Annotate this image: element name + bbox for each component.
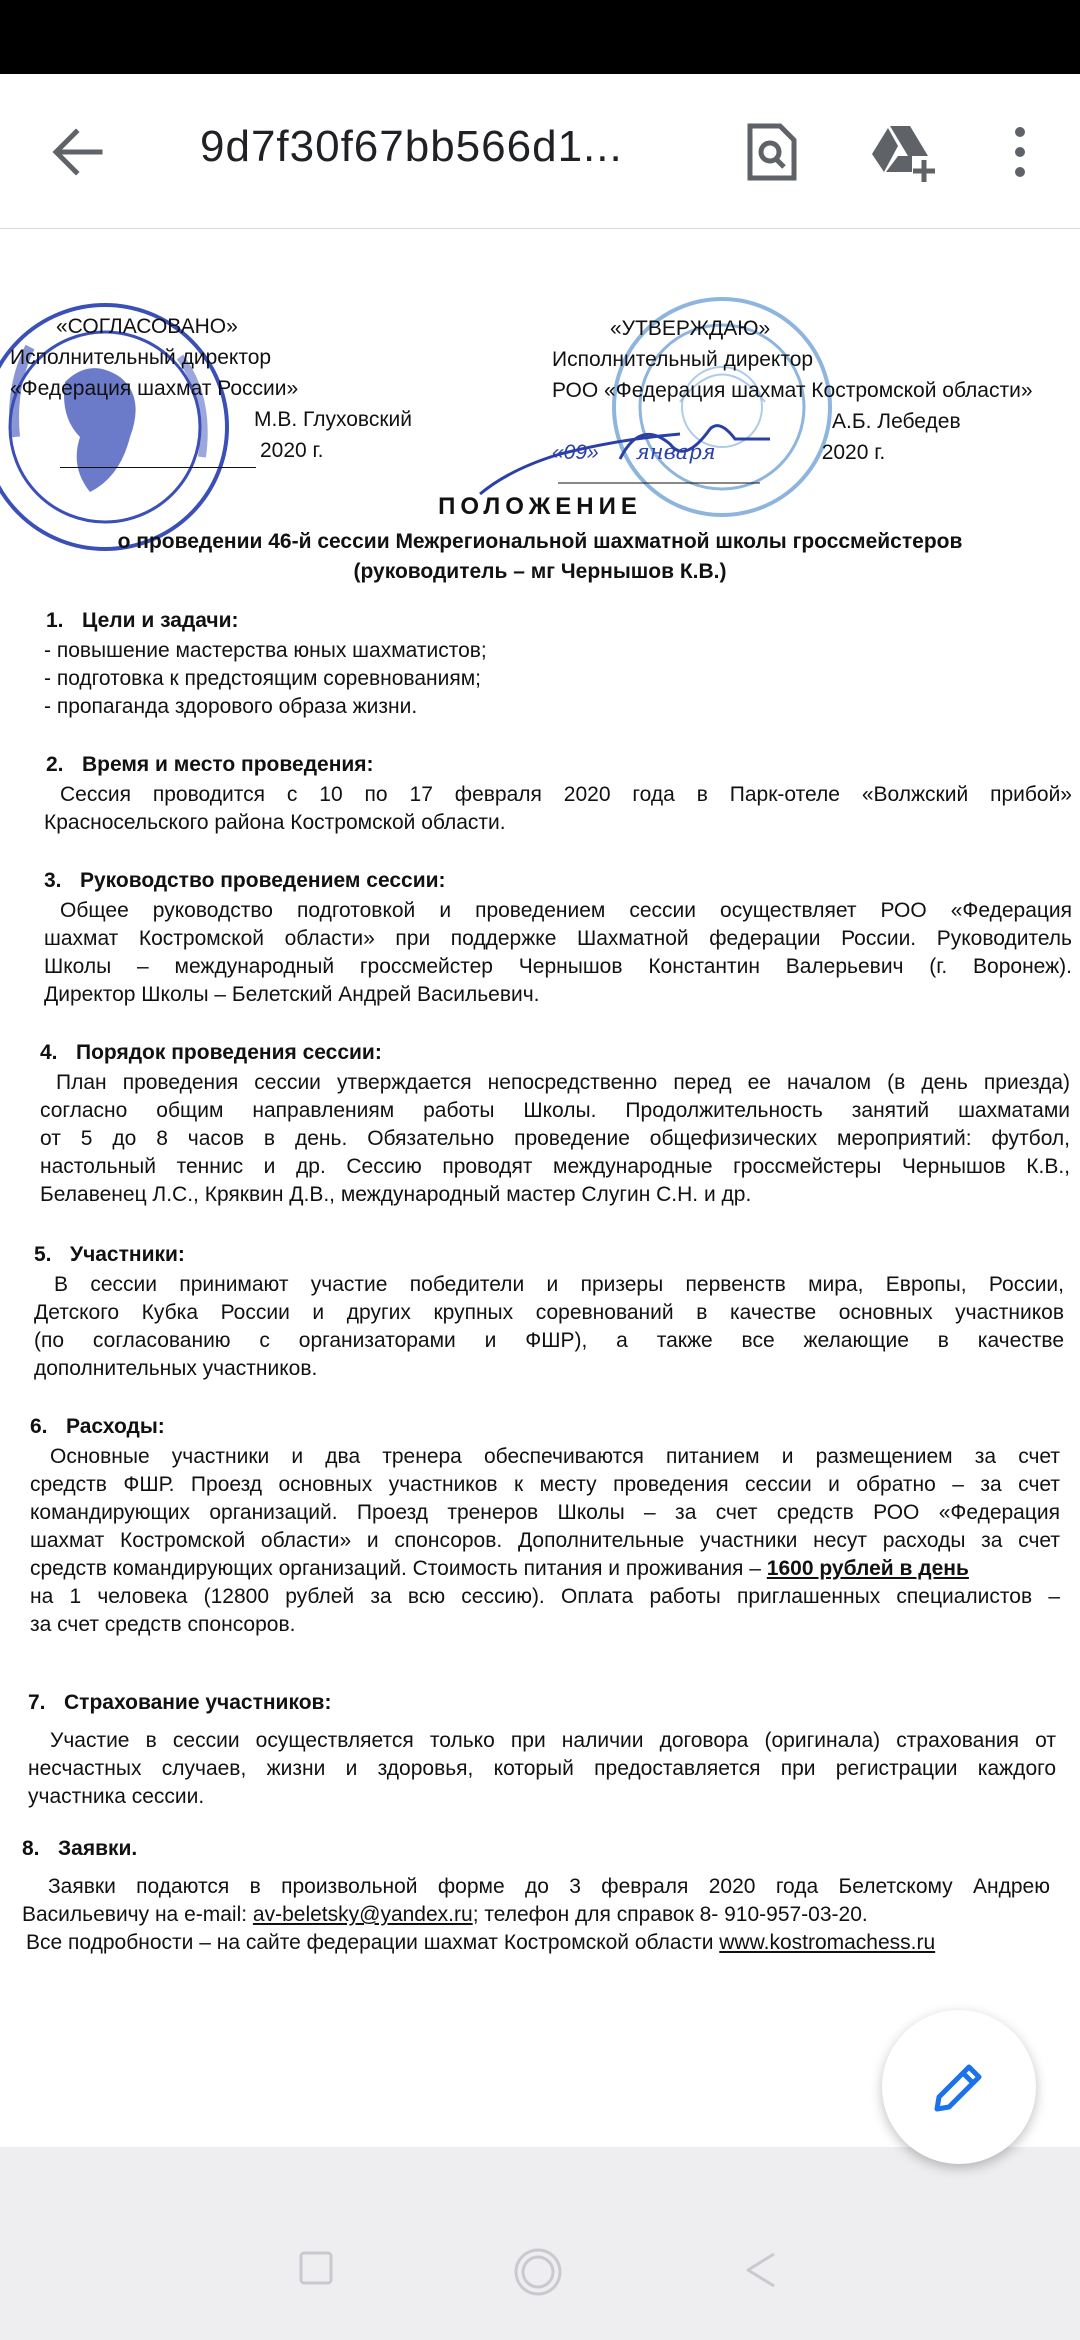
section-6-line-2: средств ФШР. Проезд основных участников к месту проведения сессии и обратно – за счет <box>30 1473 1060 1496</box>
find-in-document-button[interactable] <box>742 120 802 184</box>
section-8-line-2 <box>22 1903 868 1927</box>
section-6-line-5-text: средств командирующих организаций. Стоимость питания и проживания – <box>30 1557 761 1580</box>
email-link[interactable]: av-beletsky@yandex.ru <box>252 1903 473 1926</box>
section-2-title-text: Время и место проведения: <box>82 753 374 776</box>
document-subtitle-line-2: (руководитель – мг Чернышов К.В.) <box>353 560 727 583</box>
section-3-title <box>44 869 446 893</box>
section-2-title <box>46 753 374 777</box>
section-3-line-4: Директор Школы – Белетский Андрей Васильевич. <box>44 983 540 1006</box>
document-subtitle <box>0 527 1080 587</box>
approved-month: января <box>635 440 716 464</box>
add-to-drive-icon <box>868 120 938 184</box>
section-5-line-2: Детского Кубка России и других крупных соревнований в качестве основных участников <box>34 1301 1064 1324</box>
approved-organization: РОО «Федерация шахмат Костромской области» <box>552 379 1033 402</box>
section-5-title-text: Участники: <box>70 1243 185 1266</box>
more-vertical-icon <box>1000 120 1040 184</box>
section-8-phone: ; телефон для справок 8- 910-957-03-20. <box>472 1903 868 1926</box>
section-4-line-5: Белавенец Л.С., Кряквин Д.В., международный мастер Слугин С.Н. и др. <box>40 1183 752 1206</box>
section-5-line-1: В сессии принимают участие победители и призеры первенств мира, Европы, России, <box>54 1273 1064 1296</box>
approved-signatory: А.Б. Лебедев <box>832 410 961 433</box>
section-1-line-3: - пропаганда здорового образа жизни. <box>44 695 418 718</box>
recents-icon[interactable] <box>298 2250 334 2286</box>
agreed-organization: «Федерация шахмат России» <box>10 377 299 400</box>
agreed-signatory: М.В. Глуховский <box>254 408 412 431</box>
section-5-number: 5. <box>34 1243 52 1266</box>
agreed-position: Исполнительный директор <box>10 346 272 369</box>
section-4-title <box>40 1041 382 1065</box>
section-2-number: 2. <box>46 753 64 776</box>
section-7-number: 7. <box>28 1691 46 1714</box>
section-6-line-5 <box>30 1557 969 1581</box>
section-1-line-1: - повышение мастерства юных шахматистов; <box>44 639 487 662</box>
system-nav-bar <box>0 2200 1080 2340</box>
agreed-block <box>10 311 412 466</box>
back-button[interactable] <box>48 124 108 180</box>
section-8-title-text: Заявки. <box>58 1837 138 1860</box>
more-options-button[interactable] <box>1000 120 1040 184</box>
section-8-line-1: Заявки подаются в произвольной форме до 3 февраля 2020 года Белетскому Андрею <box>48 1875 1050 1898</box>
agreed-label: «СОГЛАСОВАНО» <box>56 315 238 338</box>
section-8-title <box>22 1837 137 1861</box>
section-3-line-2: шахмат Костромской области» при поддержке Шахматной федерации России. Руководитель <box>44 927 1072 950</box>
section-5-line-3: (по согласованию с организаторами и ФШР), а также все желающие в качестве <box>34 1329 1064 1352</box>
section-6-line-6: на 1 человека (12800 рублей за всю сессию). Оплата работы приглашенных специалистов – <box>30 1585 1060 1608</box>
section-3-line-1: Общее руководство подготовкой и проведением сессии осуществляет РОО «Федерация <box>60 899 1072 922</box>
app-bar <box>0 74 1080 229</box>
section-1-title-text: Цели и задачи: <box>82 609 239 632</box>
find-in-document-icon <box>742 120 802 184</box>
agreed-signature-line <box>60 467 256 468</box>
section-6-line-3: командирующих организаций. Проезд тренеров Школы – за счет средств РОО «Федерация <box>30 1501 1060 1524</box>
section-2-line-2: Красносельского района Костромской области. <box>44 811 506 834</box>
document-page <box>0 229 1080 2147</box>
section-6-number: 6. <box>30 1415 48 1438</box>
section-8-email-label: Васильевичу на e-mail: <box>22 1903 248 1926</box>
approved-day: «09» <box>552 441 599 464</box>
website-link[interactable]: www.kostromachess.ru <box>719 1931 936 1954</box>
section-4-line-2: согласно общим направлениям работы Школы. Продолжительность занятий шахматами <box>40 1099 1070 1122</box>
section-5-line-4: дополнительных участников. <box>34 1357 318 1380</box>
section-4-line-3: от 5 до 8 часов в день. Обязательно проведение общефизических мероприятий: футбол, <box>40 1127 1070 1150</box>
section-3-number: 3. <box>44 869 62 892</box>
document-subtitle-line-1: о проведении 46-й сессии Межрегиональной шахматной школы гроссмейстеров <box>117 530 963 553</box>
add-to-drive-button[interactable] <box>868 120 938 184</box>
section-7-title <box>28 1691 331 1715</box>
section-3-title-text: Руководство проведением сессии: <box>80 869 446 892</box>
section-6-title <box>30 1415 165 1439</box>
status-bar <box>0 0 1080 74</box>
section-4-line-1: План проведения сессии утверждается непосредственно перед ее началом (в день приезда) <box>56 1071 1070 1094</box>
pencil-icon <box>927 2055 991 2119</box>
document-title: 9d7f30f67bb566d1... <box>200 122 623 171</box>
section-4-number: 4. <box>40 1041 58 1064</box>
section-4-line-4: настольный теннис и др. Сессию проводят международные гроссмейстеры Чернышов К.В., <box>40 1155 1070 1178</box>
section-1-line-2: - подготовка к предстоящим соревнованиям; <box>44 667 482 690</box>
home-icon[interactable] <box>512 2246 564 2298</box>
section-8-number: 8. <box>22 1837 40 1860</box>
section-6-line-4: шахмат Костромской области» и спонсоров. Дополнительные участники несут расходы за счет <box>30 1529 1060 1552</box>
price-per-day: 1600 рублей в день <box>766 1557 969 1580</box>
agreed-date: 2020 г. <box>260 439 324 462</box>
section-1-title <box>46 609 239 633</box>
approved-position: Исполнительный директор <box>552 348 814 371</box>
section-5-title <box>34 1243 185 1267</box>
section-7-title-text: Страхование участников: <box>64 1691 332 1714</box>
approved-label: «УТВЕРЖДАЮ» <box>610 317 771 340</box>
section-1-number: 1. <box>46 609 64 632</box>
section-6-title-text: Расходы: <box>66 1415 165 1438</box>
section-6-line-1: Основные участники и два тренера обеспечиваются питанием и размещением за счет <box>50 1445 1060 1468</box>
section-8-line-3 <box>26 1931 935 1955</box>
section-7-line-1: Участие в сессии осуществляется только при наличии договора (оригинала) страхования от <box>50 1729 1056 1752</box>
back-nav-icon[interactable] <box>742 2250 778 2290</box>
section-4-title-text: Порядок проведения сессии: <box>76 1041 382 1064</box>
section-6-line-7: за счет средств спонсоров. <box>30 1613 296 1636</box>
approved-date: 2020 г. <box>821 441 886 464</box>
section-3-line-3: Школы – международный гроссмейстер Чернышов Константин Валерьевич (г. Воронеж). <box>44 955 1072 978</box>
section-8-website-label: Все подробности – на сайте федерации шахмат Костромской области <box>26 1931 714 1954</box>
document-heading: ПОЛОЖЕНИЕ <box>438 493 642 520</box>
section-7-line-3: участника сессии. <box>28 1785 205 1808</box>
arrow-left-icon <box>48 124 108 180</box>
section-2-line-1: Сессия проводится с 10 по 17 февраля 2020 года в Парк-отеле «Волжский прибой» <box>60 783 1072 806</box>
section-7-line-2: несчастных случаев, жизни и здоровья, который предоставляется при регистрации каждого <box>28 1757 1056 1780</box>
edit-fab-button[interactable] <box>882 2010 1036 2164</box>
